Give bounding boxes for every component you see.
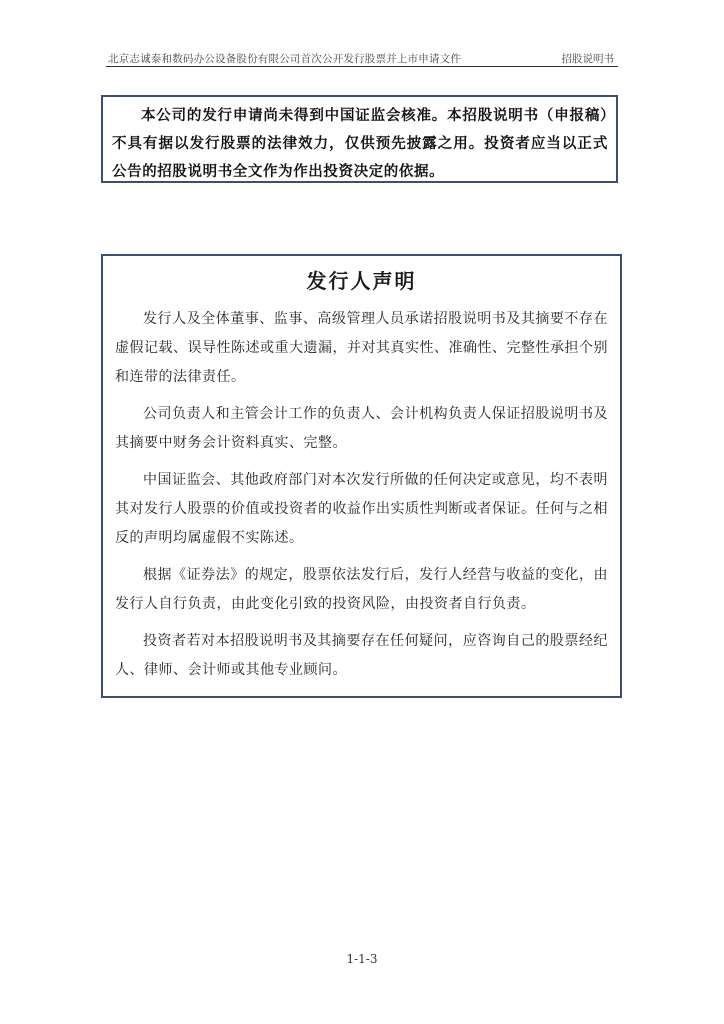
document-header-type: 招股说明书 — [561, 53, 614, 65]
document-header-title: 北京志诚泰和数码办公设备股份有限公司首次公开发行股票并上市申请文件 — [108, 53, 462, 65]
declaration-paragraph: 中国证监会、其他政府部门对本次发行所做的任何决定或意见，均不表明其对发行人股票的价值或投资者的收益作出实质性判断或者保证。任何与之相反的声明均属虚假不实陈述。 — [115, 472, 608, 546]
notice-box — [101, 95, 618, 183]
page-header — [106, 50, 618, 67]
notice-text: 本公司的发行申请尚未得到中国证监会核准。本招股说明书（申报稿）不具有据以发行股票的法律效力，仅供预先披露之用。投资者应当以正式公告的招股说明书全文作为作出投资决定的依据。 — [112, 108, 608, 180]
declaration-paragraph: 根据《证券法》的规定，股票依法发行后，发行人经营与收益的变化，由发行人自行负责，由此变化引致的投资风险，由投资者自行负责。 — [115, 567, 608, 612]
declaration-paragraph: 投资者若对本招股说明书及其摘要存在任何疑问，应咨询自己的股票经纪人、律师、会计师或其他专业顾问。 — [115, 633, 608, 678]
declaration-paragraphs — [115, 305, 608, 685]
declaration-paragraph: 发行人及全体董事、监事、高级管理人员承诺招股说明书及其摘要不存在虚假记载、误导性陈述或重大遗漏，并对其真实性、准确性、完整性承担个别和连带的法律责任。 — [115, 311, 608, 385]
declaration-box — [101, 254, 622, 698]
declaration-paragraph: 公司负责人和主管会计工作的负责人、会计机构负责人保证招股说明书及其摘要中财务会计资料真实、完整。 — [115, 406, 608, 451]
page-number: 1-1-3 — [346, 952, 378, 966]
declaration-title: 发行人声明 — [306, 269, 417, 293]
